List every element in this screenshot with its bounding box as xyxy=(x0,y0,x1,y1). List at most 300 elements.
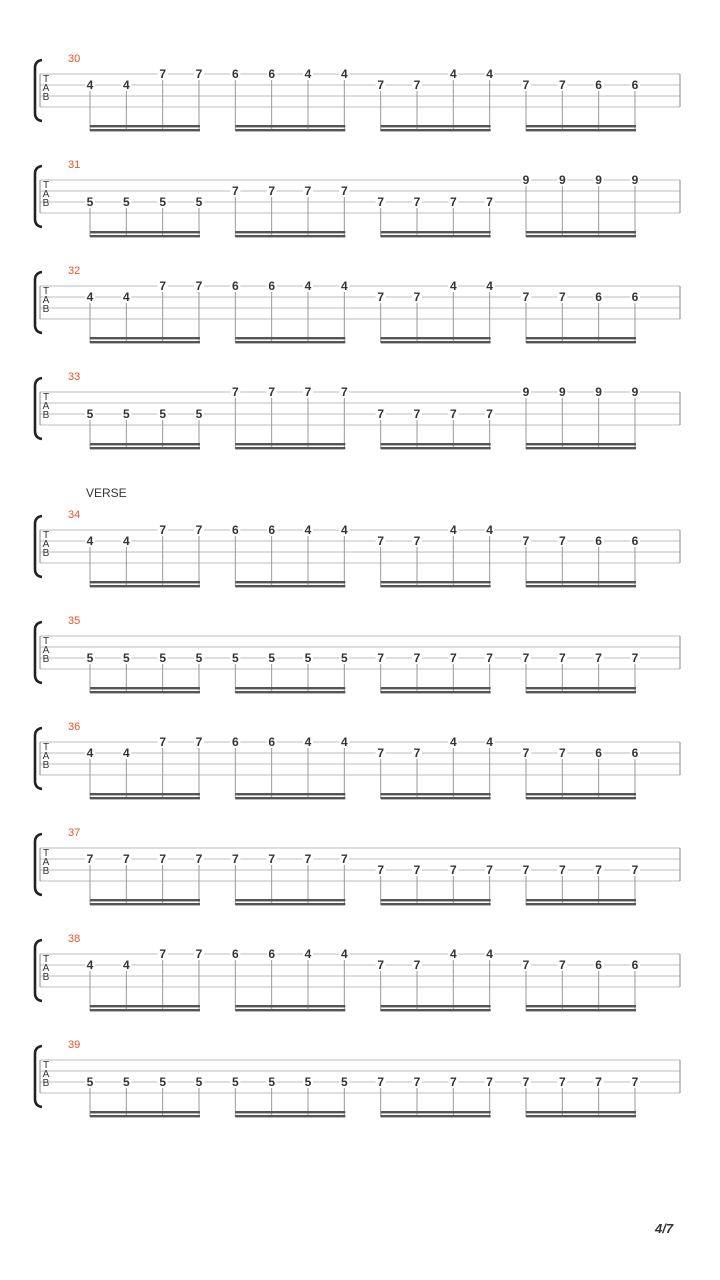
beam xyxy=(235,341,345,343)
fret-number: 7 xyxy=(377,290,385,304)
tab-clef-letter: A xyxy=(42,857,50,868)
fret-number: 7 xyxy=(340,852,348,866)
measure-number: 30 xyxy=(68,53,81,65)
fret-number: 4 xyxy=(340,947,348,961)
tab-clef-letter: B xyxy=(42,654,50,665)
fret-number: 7 xyxy=(558,863,566,877)
beam xyxy=(235,231,345,233)
fret-number: 7 xyxy=(413,746,421,760)
beam xyxy=(90,1111,200,1113)
fret-number: 7 xyxy=(631,863,639,877)
fret-number: 7 xyxy=(195,67,203,81)
tab-clef-letter: A xyxy=(42,751,50,762)
beam xyxy=(90,687,200,689)
fret-number: 6 xyxy=(231,947,239,961)
tab-clef-letter: A xyxy=(42,539,50,550)
beam xyxy=(90,129,200,131)
tab-system xyxy=(35,721,680,799)
fret-number: 4 xyxy=(340,523,348,537)
measure-number: 38 xyxy=(68,933,81,945)
beam xyxy=(381,1005,491,1007)
fret-number: 5 xyxy=(340,651,348,665)
beam xyxy=(235,1009,345,1011)
beam xyxy=(235,797,345,799)
fret-number: 6 xyxy=(631,746,639,760)
system-bracket xyxy=(35,728,42,789)
fret-number: 7 xyxy=(377,746,385,760)
fret-number: 4 xyxy=(486,279,493,293)
system-bracket xyxy=(35,940,42,1001)
beam xyxy=(526,903,636,905)
beam xyxy=(90,581,200,583)
beam xyxy=(235,1005,345,1007)
fret-number: 5 xyxy=(86,195,94,209)
fret-number: 4 xyxy=(304,279,312,293)
fret-number: 7 xyxy=(377,651,385,665)
fret-number: 5 xyxy=(122,1075,130,1089)
tab-clef-letter: A xyxy=(42,1069,50,1080)
fret-number: 7 xyxy=(631,651,639,665)
beam xyxy=(381,443,491,445)
beam xyxy=(381,691,491,693)
fret-number: 7 xyxy=(522,651,530,665)
fret-number: 7 xyxy=(159,852,167,866)
fret-number: 6 xyxy=(268,279,276,293)
fret-number: 7 xyxy=(231,184,239,198)
beam xyxy=(526,585,636,587)
fret-number: 6 xyxy=(631,78,639,92)
beam xyxy=(90,903,200,905)
tab-system xyxy=(35,933,680,1011)
beam xyxy=(90,443,200,445)
fret-number: 7 xyxy=(558,958,566,972)
tab-system xyxy=(35,159,680,237)
beam xyxy=(381,235,491,237)
fret-number: 5 xyxy=(86,407,94,421)
fret-number: 6 xyxy=(231,279,239,293)
fret-number: 6 xyxy=(595,290,602,304)
fret-number: 4 xyxy=(86,534,94,548)
fret-number: 4 xyxy=(86,746,94,760)
tab-clef-letter: T xyxy=(42,530,50,541)
fret-number: 7 xyxy=(449,863,457,877)
tab-clef-letter: A xyxy=(42,295,50,306)
fret-number: 4 xyxy=(449,735,457,749)
fret-number: 7 xyxy=(340,385,348,399)
fret-number: 7 xyxy=(195,523,203,537)
fret-number: 5 xyxy=(86,651,94,665)
beam xyxy=(526,793,636,795)
beam xyxy=(235,903,345,905)
fret-number: 7 xyxy=(159,947,167,961)
fret-number: 5 xyxy=(159,651,167,665)
fret-number: 7 xyxy=(449,407,457,421)
fret-number: 5 xyxy=(122,195,130,209)
fret-number: 6 xyxy=(231,735,239,749)
tab-system xyxy=(35,1039,680,1117)
fret-number: 7 xyxy=(195,735,203,749)
fret-number: 7 xyxy=(522,290,530,304)
fret-number: 6 xyxy=(631,290,639,304)
fret-number: 5 xyxy=(122,407,130,421)
fret-number: 7 xyxy=(449,651,457,665)
system-bracket xyxy=(35,622,42,683)
beam xyxy=(235,337,345,339)
beam xyxy=(90,1009,200,1011)
beam xyxy=(235,443,345,445)
beam xyxy=(235,899,345,901)
system-bracket xyxy=(35,1046,42,1107)
fret-number: 7 xyxy=(486,651,493,665)
tab-clef-letter: T xyxy=(42,180,50,191)
beam xyxy=(381,125,491,127)
fret-number: 5 xyxy=(268,651,276,665)
fret-number: 7 xyxy=(195,279,203,293)
beam xyxy=(90,1005,200,1007)
tab-clef-letter: B xyxy=(42,1078,50,1089)
beam xyxy=(381,581,491,583)
fret-number: 9 xyxy=(558,385,566,399)
fret-number: 9 xyxy=(558,173,566,187)
fret-number: 7 xyxy=(486,195,493,209)
fret-number: 4 xyxy=(340,67,348,81)
fret-number: 7 xyxy=(522,958,530,972)
beam xyxy=(526,687,636,689)
fret-number: 7 xyxy=(413,290,421,304)
fret-number: 7 xyxy=(195,852,203,866)
beam xyxy=(235,687,345,689)
fret-number: 7 xyxy=(413,863,421,877)
fret-number: 4 xyxy=(86,78,94,92)
fret-number: 4 xyxy=(304,67,312,81)
fret-number: 7 xyxy=(231,385,239,399)
fret-number: 4 xyxy=(304,523,312,537)
beam xyxy=(235,793,345,795)
fret-number: 6 xyxy=(268,67,276,81)
fret-number: 7 xyxy=(558,746,566,760)
beam xyxy=(90,797,200,799)
fret-number: 6 xyxy=(595,78,602,92)
fret-number: 7 xyxy=(449,1075,457,1089)
fret-number: 4 xyxy=(449,67,457,81)
system-bracket xyxy=(35,272,42,333)
beam xyxy=(90,125,200,127)
fret-number: 7 xyxy=(377,407,385,421)
beam xyxy=(90,899,200,901)
tab-clef-letter: B xyxy=(42,410,50,421)
fret-number: 7 xyxy=(558,1075,566,1089)
fret-number: 7 xyxy=(268,385,276,399)
fret-number: 5 xyxy=(340,1075,348,1089)
fret-number: 6 xyxy=(268,947,276,961)
measure-number: 34 xyxy=(68,509,81,521)
beam xyxy=(90,691,200,693)
tab-clef-letter: T xyxy=(42,392,50,403)
beam xyxy=(526,129,636,131)
tab-system xyxy=(35,827,680,905)
beam xyxy=(526,235,636,237)
tab-clef-letter: B xyxy=(42,304,50,315)
fret-number: 6 xyxy=(595,746,602,760)
fret-number: 7 xyxy=(558,534,566,548)
fret-number: 5 xyxy=(195,407,203,421)
tab-clef-letter: A xyxy=(42,645,50,656)
beam xyxy=(235,581,345,583)
fret-number: 7 xyxy=(413,958,421,972)
fret-number: 5 xyxy=(86,1075,94,1089)
beam xyxy=(526,1115,636,1117)
fret-number: 7 xyxy=(558,651,566,665)
beam xyxy=(381,687,491,689)
fret-number: 9 xyxy=(631,385,639,399)
fret-number: 9 xyxy=(522,173,530,187)
fret-number: 4 xyxy=(122,290,130,304)
fret-number: 5 xyxy=(159,407,167,421)
beam xyxy=(235,129,345,131)
fret-number: 4 xyxy=(122,746,130,760)
fret-number: 4 xyxy=(449,279,457,293)
beam xyxy=(90,585,200,587)
fret-number: 4 xyxy=(86,290,94,304)
fret-number: 7 xyxy=(558,290,566,304)
fret-number: 4 xyxy=(304,735,312,749)
beam xyxy=(381,447,491,449)
beam xyxy=(90,231,200,233)
fret-number: 7 xyxy=(268,852,276,866)
fret-number: 6 xyxy=(595,534,602,548)
beam xyxy=(381,585,491,587)
fret-number: 4 xyxy=(449,523,457,537)
fret-number: 7 xyxy=(377,863,385,877)
fret-number: 4 xyxy=(486,67,493,81)
fret-number: 7 xyxy=(377,958,385,972)
beam xyxy=(381,1115,491,1117)
fret-number: 7 xyxy=(231,852,239,866)
fret-number: 5 xyxy=(304,1075,312,1089)
tab-system xyxy=(35,371,680,449)
fret-number: 4 xyxy=(122,958,130,972)
tab-clef-letter: B xyxy=(42,92,50,103)
tab-clef-letter: B xyxy=(42,972,50,983)
fret-number: 5 xyxy=(195,195,203,209)
fret-number: 7 xyxy=(413,534,421,548)
section-label: VERSE xyxy=(86,486,127,500)
fret-number: 6 xyxy=(231,523,239,537)
fret-number: 7 xyxy=(595,651,602,665)
fret-number: 6 xyxy=(268,523,276,537)
tab-clef-letter: B xyxy=(42,760,50,771)
fret-number: 9 xyxy=(522,385,530,399)
tab-clef-letter: A xyxy=(42,963,50,974)
tab-system xyxy=(35,53,680,131)
fret-number: 5 xyxy=(231,651,239,665)
fret-number: 7 xyxy=(159,279,167,293)
fret-number: 5 xyxy=(159,1075,167,1089)
fret-number: 7 xyxy=(413,195,421,209)
fret-number: 4 xyxy=(486,947,493,961)
fret-number: 7 xyxy=(377,534,385,548)
fret-number: 7 xyxy=(413,78,421,92)
system-bracket xyxy=(35,60,42,121)
fret-number: 4 xyxy=(86,958,94,972)
beam xyxy=(381,341,491,343)
fret-number: 7 xyxy=(159,67,167,81)
fret-number: 7 xyxy=(413,407,421,421)
beam xyxy=(90,1115,200,1117)
measure-number: 39 xyxy=(68,1039,81,1051)
beam xyxy=(526,337,636,339)
tab-clef-letter: A xyxy=(42,189,50,200)
tab-clef-letter: B xyxy=(42,866,50,877)
fret-number: 7 xyxy=(377,1075,385,1089)
beam xyxy=(526,899,636,901)
measure-number: 31 xyxy=(68,159,81,171)
fret-number: 7 xyxy=(595,863,602,877)
fret-number: 4 xyxy=(486,735,493,749)
page-number: 4/7 xyxy=(655,1221,674,1236)
beam xyxy=(381,1009,491,1011)
tab-clef-letter: T xyxy=(42,954,50,965)
fret-number: 7 xyxy=(159,523,167,537)
beam xyxy=(526,1111,636,1113)
beam xyxy=(235,691,345,693)
fret-number: 4 xyxy=(340,279,348,293)
beam xyxy=(235,447,345,449)
system-bracket xyxy=(35,378,42,439)
fret-number: 4 xyxy=(122,534,130,548)
fret-number: 7 xyxy=(522,863,530,877)
tab-clef-letter: B xyxy=(42,548,50,559)
fret-number: 4 xyxy=(486,523,493,537)
fret-number: 7 xyxy=(413,651,421,665)
fret-number: 9 xyxy=(595,385,602,399)
fret-number: 4 xyxy=(122,78,130,92)
tab-clef-letter: T xyxy=(42,74,50,85)
fret-number: 7 xyxy=(268,184,276,198)
fret-number: 7 xyxy=(86,852,94,866)
beam xyxy=(381,1111,491,1113)
beam xyxy=(235,1111,345,1113)
fret-number: 7 xyxy=(449,195,457,209)
fret-number: 5 xyxy=(268,1075,276,1089)
beam xyxy=(381,899,491,901)
fret-number: 7 xyxy=(522,746,530,760)
fret-number: 7 xyxy=(340,184,348,198)
fret-number: 5 xyxy=(304,651,312,665)
fret-number: 4 xyxy=(449,947,457,961)
fret-number: 5 xyxy=(195,651,203,665)
fret-number: 7 xyxy=(522,534,530,548)
beam xyxy=(526,691,636,693)
system-bracket xyxy=(35,834,42,895)
beam xyxy=(381,903,491,905)
beam xyxy=(526,1005,636,1007)
beam xyxy=(90,447,200,449)
fret-number: 7 xyxy=(522,1075,530,1089)
fret-number: 7 xyxy=(595,1075,602,1089)
fret-number: 6 xyxy=(231,67,239,81)
fret-number: 5 xyxy=(122,651,130,665)
fret-number: 7 xyxy=(413,1075,421,1089)
fret-number: 7 xyxy=(304,184,312,198)
fret-number: 7 xyxy=(522,78,530,92)
fret-number: 9 xyxy=(595,173,602,187)
beam xyxy=(526,125,636,127)
fret-number: 6 xyxy=(595,958,602,972)
fret-number: 4 xyxy=(304,947,312,961)
fret-number: 7 xyxy=(377,195,385,209)
measure-number: 37 xyxy=(68,827,81,839)
fret-number: 7 xyxy=(122,852,130,866)
fret-number: 5 xyxy=(195,1075,203,1089)
tab-system xyxy=(35,265,680,343)
beam xyxy=(526,581,636,583)
tab-clef-letter: B xyxy=(42,198,50,209)
beam xyxy=(235,125,345,127)
beam xyxy=(90,337,200,339)
fret-number: 6 xyxy=(268,735,276,749)
tab-clef-letter: T xyxy=(42,848,50,859)
beam xyxy=(90,235,200,237)
fret-number: 7 xyxy=(486,1075,493,1089)
beam xyxy=(90,341,200,343)
beam xyxy=(526,341,636,343)
fret-number: 5 xyxy=(159,195,167,209)
fret-number: 7 xyxy=(159,735,167,749)
tab-clef-letter: A xyxy=(42,83,50,94)
beam xyxy=(90,793,200,795)
tab-clef-letter: T xyxy=(42,636,50,647)
tab-clef-letter: T xyxy=(42,286,50,297)
beam xyxy=(235,235,345,237)
tab-clef-letter: A xyxy=(42,401,50,412)
fret-number: 6 xyxy=(631,534,639,548)
beam xyxy=(381,129,491,131)
tab-system xyxy=(35,486,680,587)
beam xyxy=(235,1115,345,1117)
fret-number: 7 xyxy=(486,863,493,877)
fret-number: 7 xyxy=(558,78,566,92)
fret-number: 7 xyxy=(486,407,493,421)
fret-number: 5 xyxy=(231,1075,239,1089)
beam xyxy=(381,337,491,339)
measure-number: 33 xyxy=(68,371,81,383)
beam xyxy=(526,443,636,445)
fret-number: 7 xyxy=(631,1075,639,1089)
tab-clef-letter: T xyxy=(42,742,50,753)
system-bracket xyxy=(35,516,42,577)
fret-number: 7 xyxy=(195,947,203,961)
fret-number: 9 xyxy=(631,173,639,187)
measure-number: 35 xyxy=(68,615,81,627)
beam xyxy=(235,585,345,587)
beam xyxy=(381,793,491,795)
beam xyxy=(526,1009,636,1011)
beam xyxy=(381,231,491,233)
measure-number: 36 xyxy=(68,721,81,733)
tab-system xyxy=(35,615,680,693)
beam xyxy=(526,797,636,799)
measure-number: 32 xyxy=(68,265,81,277)
fret-number: 7 xyxy=(377,78,385,92)
beam xyxy=(526,231,636,233)
beam xyxy=(526,447,636,449)
fret-number: 7 xyxy=(304,852,312,866)
fret-number: 7 xyxy=(304,385,312,399)
tab-clef-letter: T xyxy=(42,1060,50,1071)
beam xyxy=(381,797,491,799)
fret-number: 6 xyxy=(631,958,639,972)
